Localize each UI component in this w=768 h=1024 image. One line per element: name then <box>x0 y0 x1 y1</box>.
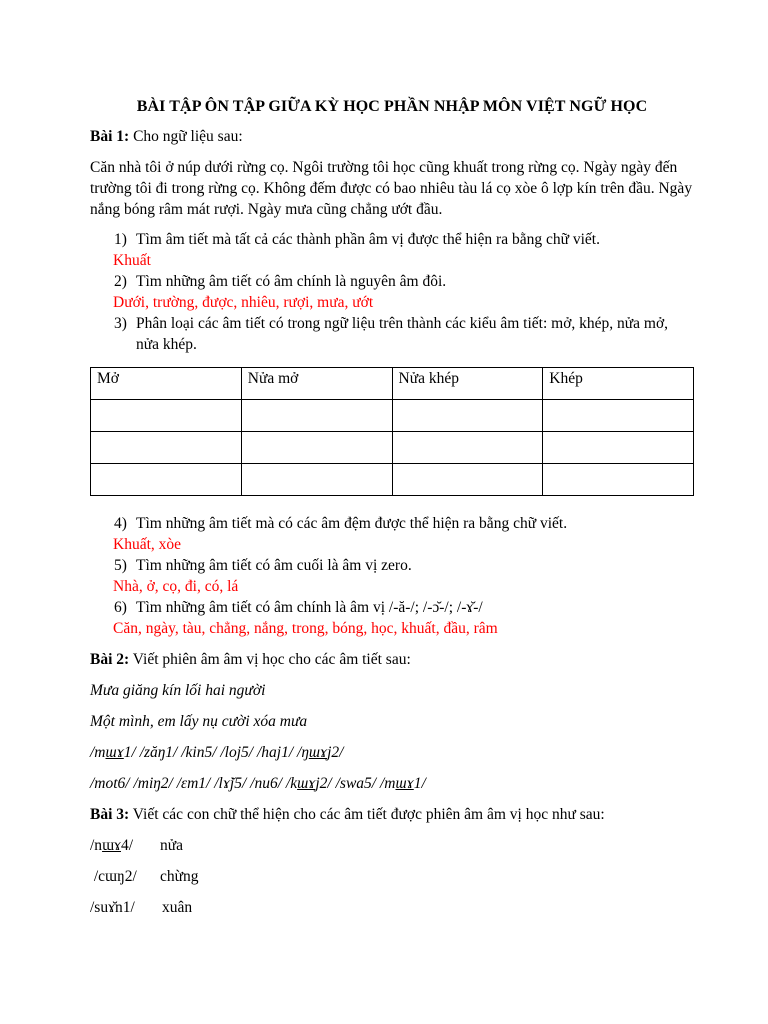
table-header-cell: Nửa khép <box>392 368 543 400</box>
bai1-passage: Căn nhà tôi ở núp dưới rừng cọ. Ngôi trường tôi học cũng khuất trong rừng cọ. Ngày ngày đến trường tôi đi trong rừng cọ. Không đếm được có bao nhiêu tàu lá cọ xòe ô lợp kín trên đầu. Ngày nắng bóng râm mát rượi. Ngày mưa cũng chẳng ướt đầu. <box>90 159 693 218</box>
bai1-intro: Cho ngữ liệu sau: <box>133 128 243 145</box>
bai3-row <box>90 897 694 918</box>
table-cell <box>241 464 392 496</box>
ipa-segment: ɯɤ <box>105 744 124 761</box>
table-row <box>91 400 694 432</box>
question-6 <box>90 597 694 618</box>
question-2-answer: Dưới, trường, được, nhiêu, rượi, mưa, ướt <box>113 294 374 311</box>
ipa-segment: /m <box>90 744 106 761</box>
question-4 <box>90 513 694 534</box>
question-3 <box>90 313 694 355</box>
ipa-segment: ɯɤ <box>102 837 121 854</box>
table-cell <box>241 400 392 432</box>
ipa-segment: 1/ /zăŋ1/ /kin5/ /loj5/ /haj1/ /ŋ <box>123 744 309 761</box>
question-6-answer: Căn, ngày, tàu, chẳng, nắng, trong, bóng, học, khuất, đầu, râm <box>113 620 498 637</box>
table-cell <box>91 432 242 464</box>
bai1-label: Bài 1: <box>90 128 130 145</box>
table-cell <box>543 400 694 432</box>
question-5 <box>90 555 694 576</box>
question-2-number: 2) <box>114 273 127 290</box>
syllable-type-table <box>90 367 694 496</box>
question-6-number: 6) <box>114 599 127 616</box>
bai3-word: chừng <box>160 868 199 885</box>
bai3-row <box>90 835 694 856</box>
table-row <box>91 464 694 496</box>
ipa-line-1 <box>90 742 694 763</box>
page-title: BÀI TẬP ÔN TẬP GIỮA KỲ HỌC PHẦN NHẬP MÔN VIỆT NGỮ HỌC <box>136 98 648 115</box>
table-header-cell: Mở <box>91 368 242 400</box>
poem-line-2: Một mình, em lấy nụ cười xóa mưa <box>90 713 308 730</box>
question-4-answer: Khuất, xòe <box>113 536 182 553</box>
document-page <box>90 96 694 928</box>
ipa-segment: /n <box>90 837 103 854</box>
question-1 <box>90 229 694 250</box>
table-cell <box>543 432 694 464</box>
table-cell <box>392 464 543 496</box>
table-header-row <box>91 368 694 400</box>
question-2-text: Tìm những âm tiết có âm chính là nguyên âm đôi. <box>136 273 447 290</box>
ipa-segment: /suɤ̆n1/ <box>90 899 135 916</box>
table-header-cell: Khép <box>543 368 694 400</box>
bai3-heading <box>90 804 694 825</box>
bai3-label: Bài 3: <box>90 806 130 823</box>
table-cell <box>543 464 694 496</box>
ipa-segment: j2/ /swa5/ /m <box>315 775 396 792</box>
question-6-text: Tìm những âm tiết có âm chính là âm vị /-ă-/; /-ɔ̆-/; /-ɤ̆-/ <box>136 599 483 616</box>
ipa-segment: /cɯŋ2/ <box>90 868 137 885</box>
table-cell <box>392 432 543 464</box>
question-3-text: Phân loại các âm tiết có trong ngữ liệu trên thành các kiểu âm tiết: mở, khép, nửa mở, nửa khép. <box>136 315 669 353</box>
question-4-text: Tìm những âm tiết mà có các âm đệm được thể hiện ra bằng chữ viết. <box>136 515 568 532</box>
question-1-number: 1) <box>114 231 127 248</box>
ipa-segment: ɯɤ <box>297 775 316 792</box>
bai2-intro: Viết phiên âm âm vị học cho các âm tiết sau: <box>132 651 411 668</box>
bai3-intro: Viết các con chữ thể hiện cho các âm tiết được phiên âm âm vị học như sau: <box>132 806 605 823</box>
question-3-number: 3) <box>114 315 127 332</box>
bai3-word: nửa <box>160 837 184 854</box>
question-5-text: Tìm những âm tiết có âm cuối là âm vị zero. <box>136 557 412 574</box>
table-cell <box>392 400 543 432</box>
question-5-number: 5) <box>114 557 127 574</box>
ipa-segment: ɯɤ <box>308 744 328 761</box>
ipa-segment: 1/ <box>413 775 426 792</box>
bai1-heading <box>90 126 694 147</box>
ipa-line-2 <box>90 773 694 794</box>
ipa-segment: ɯɤ <box>395 775 414 792</box>
table-cell <box>91 464 242 496</box>
question-5-answer: Nhà, ở, cọ, đi, có, lá <box>113 578 239 595</box>
question-4-number: 4) <box>114 515 127 532</box>
question-1-text: Tìm âm tiết mà tất cả các thành phần âm vị được thể hiện ra bằng chữ viết. <box>136 231 600 248</box>
table-cell <box>241 432 392 464</box>
table-cell <box>91 400 242 432</box>
bai3-row <box>90 866 694 887</box>
question-2 <box>90 271 694 292</box>
question-1-answer: Khuất <box>113 252 151 269</box>
table-row <box>91 432 694 464</box>
poem-line-1: Mưa giăng kín lối hai người <box>90 682 266 699</box>
ipa-segment: 4/ <box>121 837 134 854</box>
bai3-word: xuân <box>162 899 193 916</box>
bai2-label: Bài 2: <box>90 651 130 668</box>
bai2-heading <box>90 649 694 670</box>
table-header-cell: Nửa mở <box>241 368 392 400</box>
ipa-segment: /mot6/ /miŋ2/ /ɛm1/ /lɤ̆j5/ /nu6/ /k <box>90 775 298 792</box>
ipa-segment: j2/ <box>327 744 344 761</box>
